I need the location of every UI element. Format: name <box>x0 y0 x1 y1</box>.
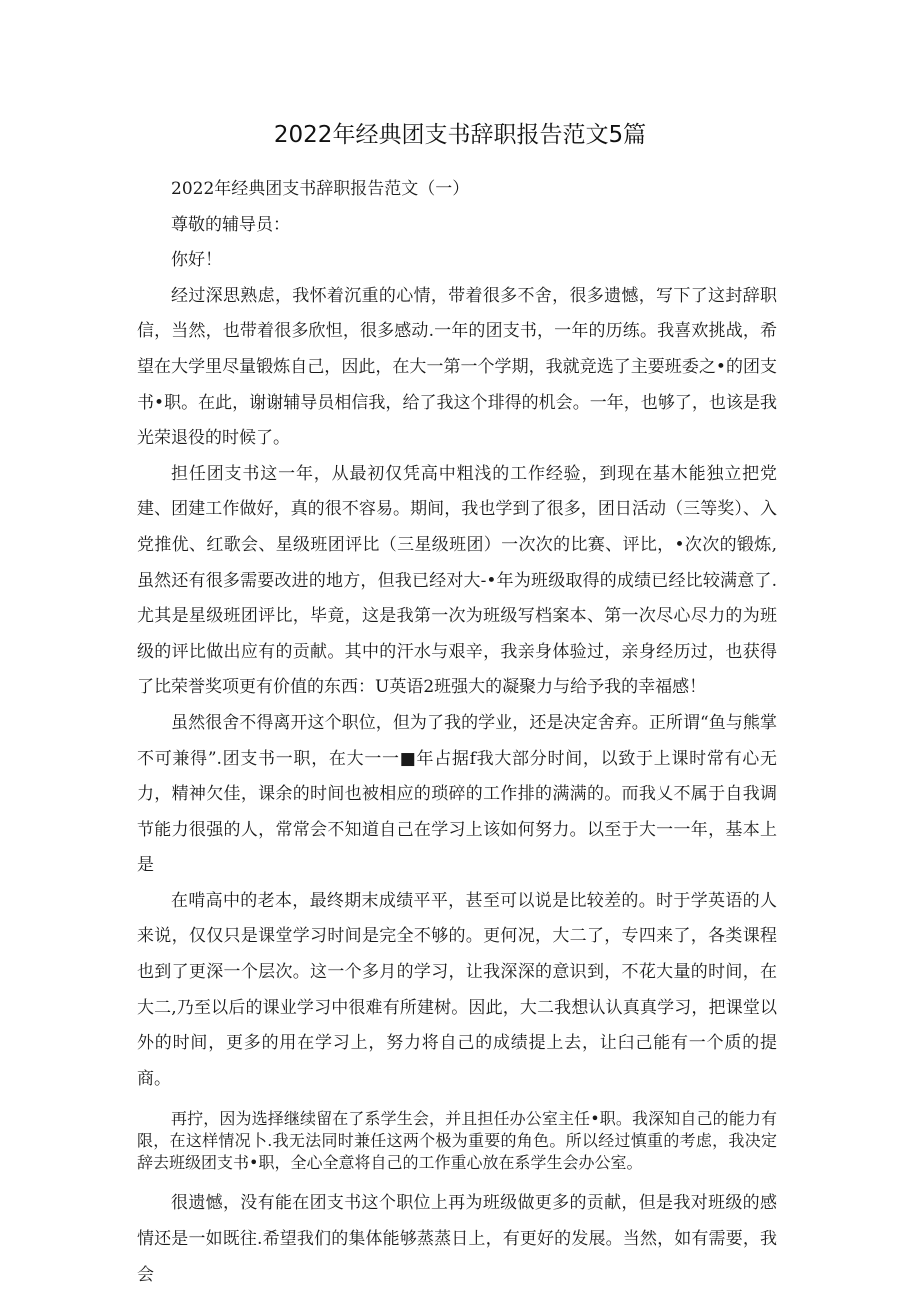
salutation-paragraph: 尊敬的辅导员： <box>171 214 290 235</box>
body-paragraph: 经过深思熟虑，我怀着沉重的心情，带着很多不舍，很多遗憾，写下了这封辞职信，当然，也带着很多欣怛，很多感动.一年的团支书，一年的历练。我喜欢挑战，希望在大学里尽量锻炼自己，因此，在大一第一个学期，我就竞选了主要班委之•的团支书•职。在此，谢谢辅导员相信我，给了我这个琲得的机会。一年，也够了，也该是我光荣退役的时候了。 <box>137 285 777 449</box>
body-paragraph: 很遗憾，没有能在团支书这个职位上再为班级做更多的贡献，但是我对班级的感情还是一如既往.希望我们的集体能够蒸蒸日上，有更好的发展。当然，如有需要，我会 <box>137 1193 777 1285</box>
body-paragraph: 再拧，因为选择继续留在了系学生会，并且担任办公室主任•职。我深知自己的能力有限，在这样情况卜.我无法同时兼任这两个极为重要的角色。所以经过慎重的考虑，我决定辞去班级团支书•职，全心全意将自己的工作重心放在系学生会办公室。 <box>137 1109 777 1173</box>
greeting-paragraph: 你好！ <box>171 250 222 271</box>
body-paragraph: 虽然很舍不得离开这个职位，但为了我的学业，还是决定舍弃。正所谓“鱼与熊掌不可兼得”.团支书一职，在大一一■年占据f我大部分时间，以致于上课时常有心无力，精神欠佳，课余的时间也被相应的琐碎的工作排的满满的。而我乂不属于自我调节能力很强的人，常常会不知道自己在学习上该如何努力。以至于大一一年，基本上是 <box>137 712 777 876</box>
subtitle-paragraph: 2022年经典团支书辞职报告范文（一） <box>171 179 470 199</box>
body-paragraph: 在啃高中的老本，最终期末成绩平平，甚至可以说是比较差的。时于学英语的人来说，仅仅只是课堂学习时间是完全不够的。更何况，大二了，专四来了，各类课程也到了更深一个层次。这一个多月的学习，让我深深的意识到，不花大量的时间，在大二,乃至以后的课业学习中很难有所建树。因此，大二我想认认真真学习，把课堂以外的时间，更多的用在学习上，努力将自己的成绩提上去，让臼己能有一个质的提商。 <box>137 890 777 1089</box>
document-body <box>137 172 777 1293</box>
document-title: 2022年经典团支书辞职报告范文5篇 <box>273 122 647 148</box>
body-paragraph: 担任团支书这一年，从最初仅凭高中粗浅的工作经验，到现在基木能独立把党建、团建工作做好，真的很不容易。期间，我也学到了很多，团日活动（三等奖）、入党推优、红歌会、星级班团评比（三星级班团）一次次的比赛、评比，•次次的锻炼,虽然还有很多需要改进的地方，但我已经对大-•年为班级取得的成绩已经比较满意了.尤其是星级班团评比，毕竟，这是我第一次为班级写档案本、第一次尽心尽力的为班级的评比做出应有的贡献。其中的汗水与艰辛，我亲身体验过，亲身经历过，也获得了比荣誉奖项更有价值的东西：U英语2班强大的凝聚力与给予我的幸福感！ <box>137 463 777 698</box>
